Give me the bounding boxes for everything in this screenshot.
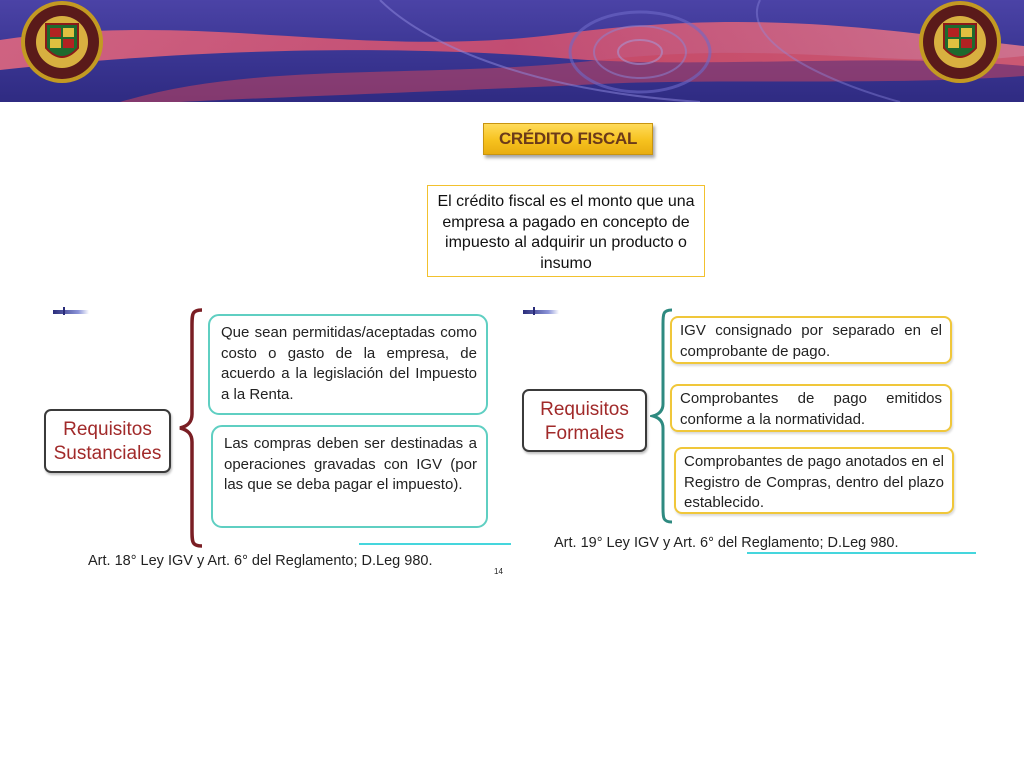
label-line-1: Requisitos: [63, 419, 152, 440]
legal-reference: Art. 19° Ley IGV y Art. 6° del Reglamento; D.Leg 980.: [554, 535, 899, 551]
sustancial-item: Que sean permitidas/aceptadas como costo o gasto de la empresa, de acuerdo a la legislación del Impuesto a la Renta.: [208, 314, 488, 415]
definition-box: El crédito fiscal es el monto que una empresa a pagado en concepto de impuesto al adquirir un producto o insumo: [427, 185, 705, 277]
section-marker: [523, 310, 559, 314]
formal-item: IGV consignado por separado en el comprobante de pago.: [670, 316, 952, 364]
legal-reference: Art. 18° Ley IGV y Art. 6° del Reglamento; D.Leg 980.: [88, 553, 433, 569]
banner-decoration: [0, 0, 1024, 102]
divider-line: [747, 552, 976, 554]
section-marker: [53, 310, 89, 314]
label-line-2: Formales: [544, 423, 625, 444]
requisitos-sustanciales-label: [44, 409, 171, 473]
header-banner: [0, 0, 1024, 102]
requisitos-formales-label: [522, 389, 647, 452]
left-curly-bracket: [176, 308, 206, 548]
formal-item: Comprobantes de pago emitidos conforme a la normatividad.: [670, 384, 952, 432]
divider-line: [359, 543, 511, 545]
sustancial-item: Las compras deben ser destinadas a operaciones gravadas con IGV (por las que se deba pagar el impuesto).: [211, 425, 488, 528]
slide-title: CRÉDITO FISCAL: [483, 123, 653, 155]
page-number: 14: [494, 567, 503, 576]
formal-item: Comprobantes de pago anotados en el Registro de Compras, dentro del plazo establecido.: [674, 447, 954, 514]
university-crest-icon: [918, 0, 1002, 84]
label-line-2: Sustanciales: [53, 443, 162, 464]
university-crest-icon: [20, 0, 104, 84]
label-line-1: Requisitos: [540, 399, 629, 420]
